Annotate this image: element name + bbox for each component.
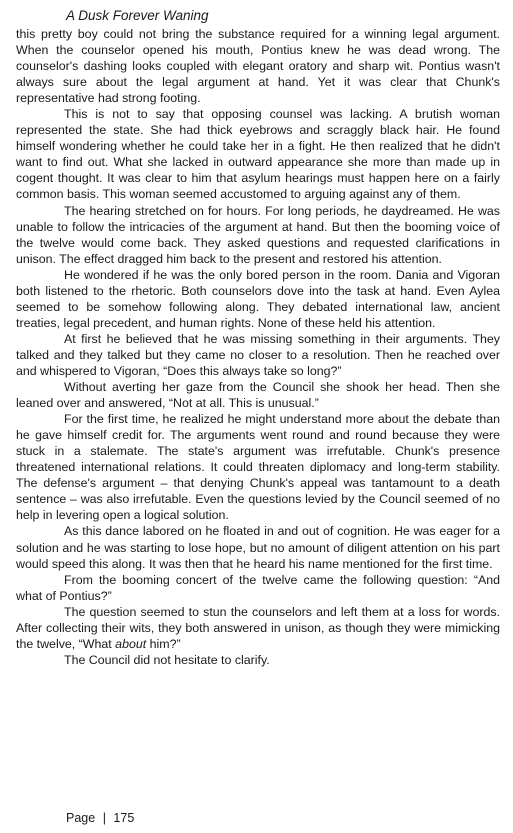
paragraph: For the first time, he realized he might understand more about the debate than he gave himself credit for. The arguments went round and round because they were stuck in a stalemate. The state's argument was irrefutable. Chunk's presence threatened international relations. It could threaten diplomacy and long-term stability. The defense's argument – that denying Chunk's appeal was tantamount to a death sentence – was also irrefutable. Even the questions levied by the Council seemed of no help in levering open a logical solution. — [16, 412, 500, 523]
paragraph: this pretty boy could not bring the substance required for a winning legal argument. When the counselor opened his mouth, Pontius knew he was dead wrong. The counselor's dashing looks coupled with elegant oratory and sharp wit. Pontius wasn't always sure about the legal argument at hand. Yet it was clear that Chunk's representative had strong footing. — [16, 27, 500, 106]
page-label: Page — [66, 811, 96, 825]
body-text — [16, 26, 500, 668]
running-header-title: A Dusk Forever Waning — [66, 8, 209, 23]
paragraph-text: The question seemed to stun the counselors and left them at a loss for words. After collecting their wits, they both answered in unison, as though they were mimicking the twelve, “What — [16, 604, 500, 651]
paragraph: As this dance labored on he floated in and out of cognition. He was eager for a solution and he was starting to lose hope, but no amount of diligent attention on his part would speed this along. It was then that he heard his name mentioned for the first time. — [16, 524, 500, 571]
paragraph: From the booming concert of the twelve came the following question: “And what of Pontius?” — [16, 572, 500, 603]
paragraph: At first he believed that he was missing something in their arguments. They talked and they talked but they came no closer to a resolution. Then he reached over and whispered to Vigoran, “Does this always take so long?” — [16, 331, 500, 378]
paragraph: He wondered if he was the only bored person in the room. Dania and Vigoran both listened to the rhetoric. Both counselors dove into the task at hand. Even Aylea seemed to be somehow following along. They debated international law, ancient treaties, legal precedent, and human rights. None of these held his attention. — [16, 267, 500, 330]
paragraph: Without averting her gaze from the Council she shook her head. Then she leaned over and answered, “Not at all. This is unusual.” — [16, 380, 500, 411]
page-footer — [66, 810, 134, 826]
emphasis-text: about — [115, 636, 147, 651]
paragraph: This is not to say that opposing counsel was lacking. A brutish woman represented the state. She had thick eyebrows and scraggly black hair. He found himself wondering whether he could take her in a fight. He then realized that he didn't want to find out. What she lacked in outward appearance she more than made up in cogent thought. It was clear to him that asylum hearings must happen here on a fairly common basis. This woman seemed accustomed to arguing against any of them. — [16, 107, 500, 202]
page-number: 175 — [113, 811, 135, 825]
page-separator: | — [102, 811, 106, 825]
paragraph: The Council did not hesitate to clarify. — [64, 652, 270, 667]
paragraph — [16, 604, 500, 652]
paragraph: The hearing stretched on for hours. For long periods, he daydreamed. He was unable to follow the intricacies of the argument at hand. But then the booming voice of the twelve would come back. They asked questions and requested clarifications in unison. The effect dragged him back to the present and restored his attention. — [16, 203, 500, 266]
paragraph-text: him?” — [146, 636, 181, 651]
